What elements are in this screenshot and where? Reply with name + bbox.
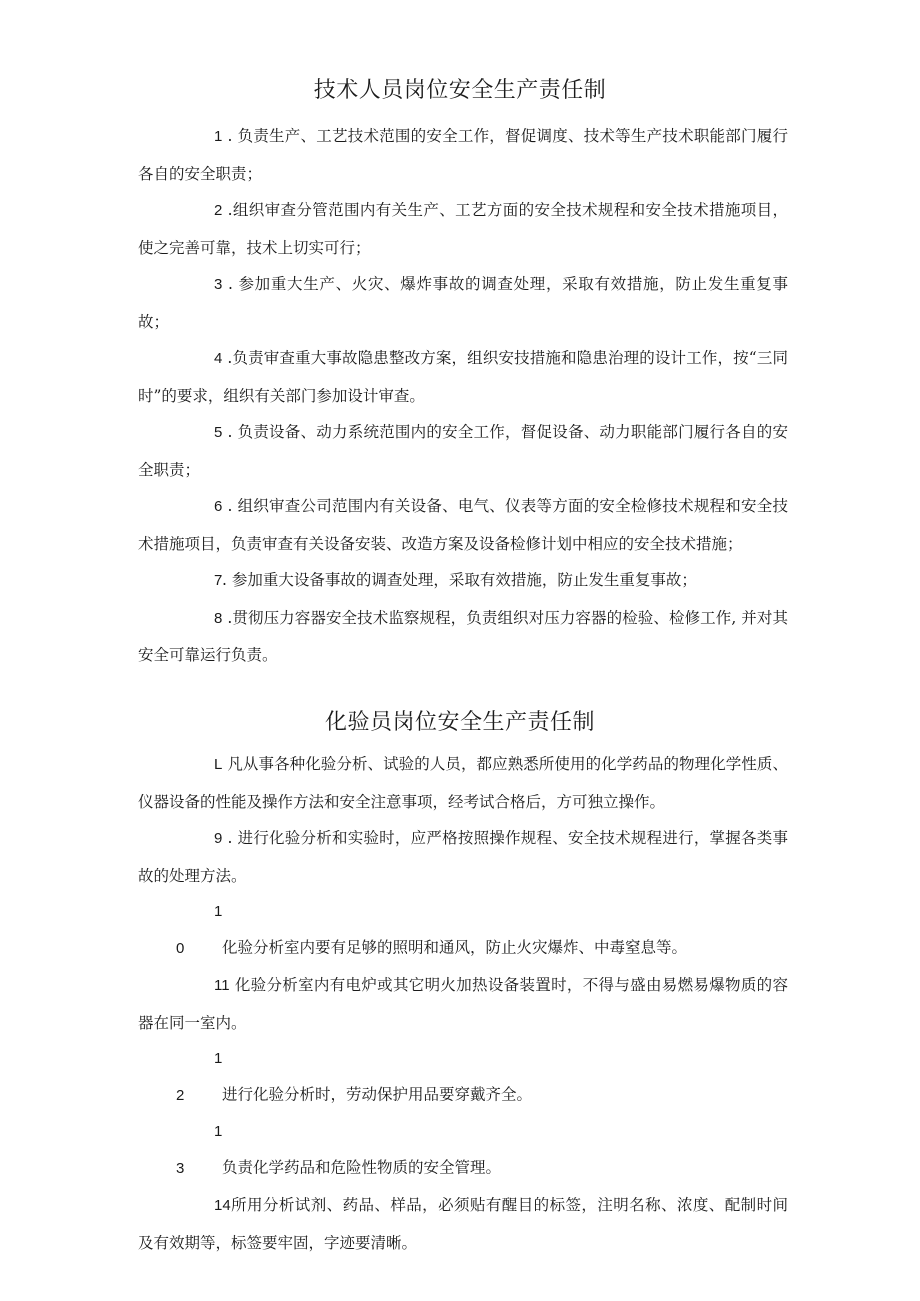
clause [138,1041,788,1114]
clause-number: 5 [214,424,223,441]
clause-text: . 进行化验分析和实验时，应严格按照操作规程、安全技术规程进行，掌握各类事故的处理方法。 [138,829,788,885]
clause-text: . 组织审查公司范围内有关设备、电气、仪表等方面的安全检修技术规程和安全技术措施项目，负责审查有关设备安装、改造方案及设备检修计划中相应的安全技术措施； [138,497,788,553]
clause [138,488,788,562]
clause [138,192,788,266]
clause [138,414,788,488]
clause-number: 7 [214,572,223,589]
section-title-technical-staff: 技术人员岗位安全生产责任制 [313,78,607,103]
clause-number: 6 [214,498,223,515]
clause-number: 11 [214,977,230,994]
clause [138,1114,788,1187]
clause-text: . 参加重大生产、火灾、爆炸事故的调查处理，采取有效措施，防止发生重复事故； [138,275,788,331]
clause [138,1187,788,1261]
clause-number: 14 [214,1197,231,1214]
clause-text: .组织审查分管范围内有关生产、工艺方面的安全技术规程和安全技术措施项目，使之完善可靠，技术上切实可行； [138,201,788,257]
clause-text: 进行化验分析时，劳动保护用品要穿戴齐全。 [222,1085,533,1104]
section-technical-staff [138,118,788,674]
clause-number: 3 [214,276,223,293]
clause [138,894,788,967]
clause-text: .负责审查重大事故隐患整改方案，组织安技措施和隐患治理的设计工作，按“三同时”的要求，组织有关部门参加设计审查。 [138,349,788,405]
clause-text: 化验分析室内要有足够的照明和通风，防止火灾爆炸、中毒窒息等。 [222,938,688,957]
clause [138,340,788,414]
clause-text: . 负责生产、工艺技术范围的安全工作，督促调度、技术等生产技术职能部门履行各自的安全职责； [138,127,788,183]
clause-number: 13 [176,1123,223,1177]
clause-number: 12 [176,1050,223,1104]
section-lab-technician [138,746,788,1261]
clause-text: 所用分析试剂、药品、样品，必须贴有醒目的标签，注明名称、浓度、配制时间及有效期等，标签要牢固，字迹要清晰。 [138,1196,788,1252]
clause [138,746,788,820]
clause [138,118,788,192]
clause [138,266,788,340]
clause-text: 凡从事各种化验分析、试验的人员，都应熟悉所使用的化学药品的物理化学性质、仪器设备的性能及操作方法和安全注意事项，经考试合格后，方可独立操作。 [138,755,788,811]
clause-number: 8 [214,609,223,627]
clause-number: 1 [214,128,223,145]
clause-text: 负责化学药品和危险性物质的安全管理。 [222,1158,502,1177]
clause [138,820,788,894]
clause [138,967,788,1041]
clause-number: 9 [214,830,223,847]
clause-text: 化验分析室内有电炉或其它明火加热设备装置时，不得与盛由易燃易爆物质的容器在同一室内。 [138,976,788,1032]
clause-number: 10 [176,903,223,957]
clause-text: .贯彻压力容器安全技术监察规程，负责组织对压力容器的检验、检修工作, 并对其安全可靠运行负责。 [138,608,788,664]
clause-number: 2 [214,202,223,219]
clause [138,562,788,600]
clause [138,600,788,674]
clause-text: . 参加重大设备事故的调查处理，采取有效措施，防止发生重复事故； [222,571,697,589]
clause-text: . 负责设备、动力系统范围内的安全工作，督促设备、动力职能部门履行各自的安全职责； [138,423,788,479]
clause-number: L [214,756,223,773]
clause-number: 4 [214,350,223,367]
section-title-lab-technician: 化验员岗位安全生产责任制 [324,710,595,735]
